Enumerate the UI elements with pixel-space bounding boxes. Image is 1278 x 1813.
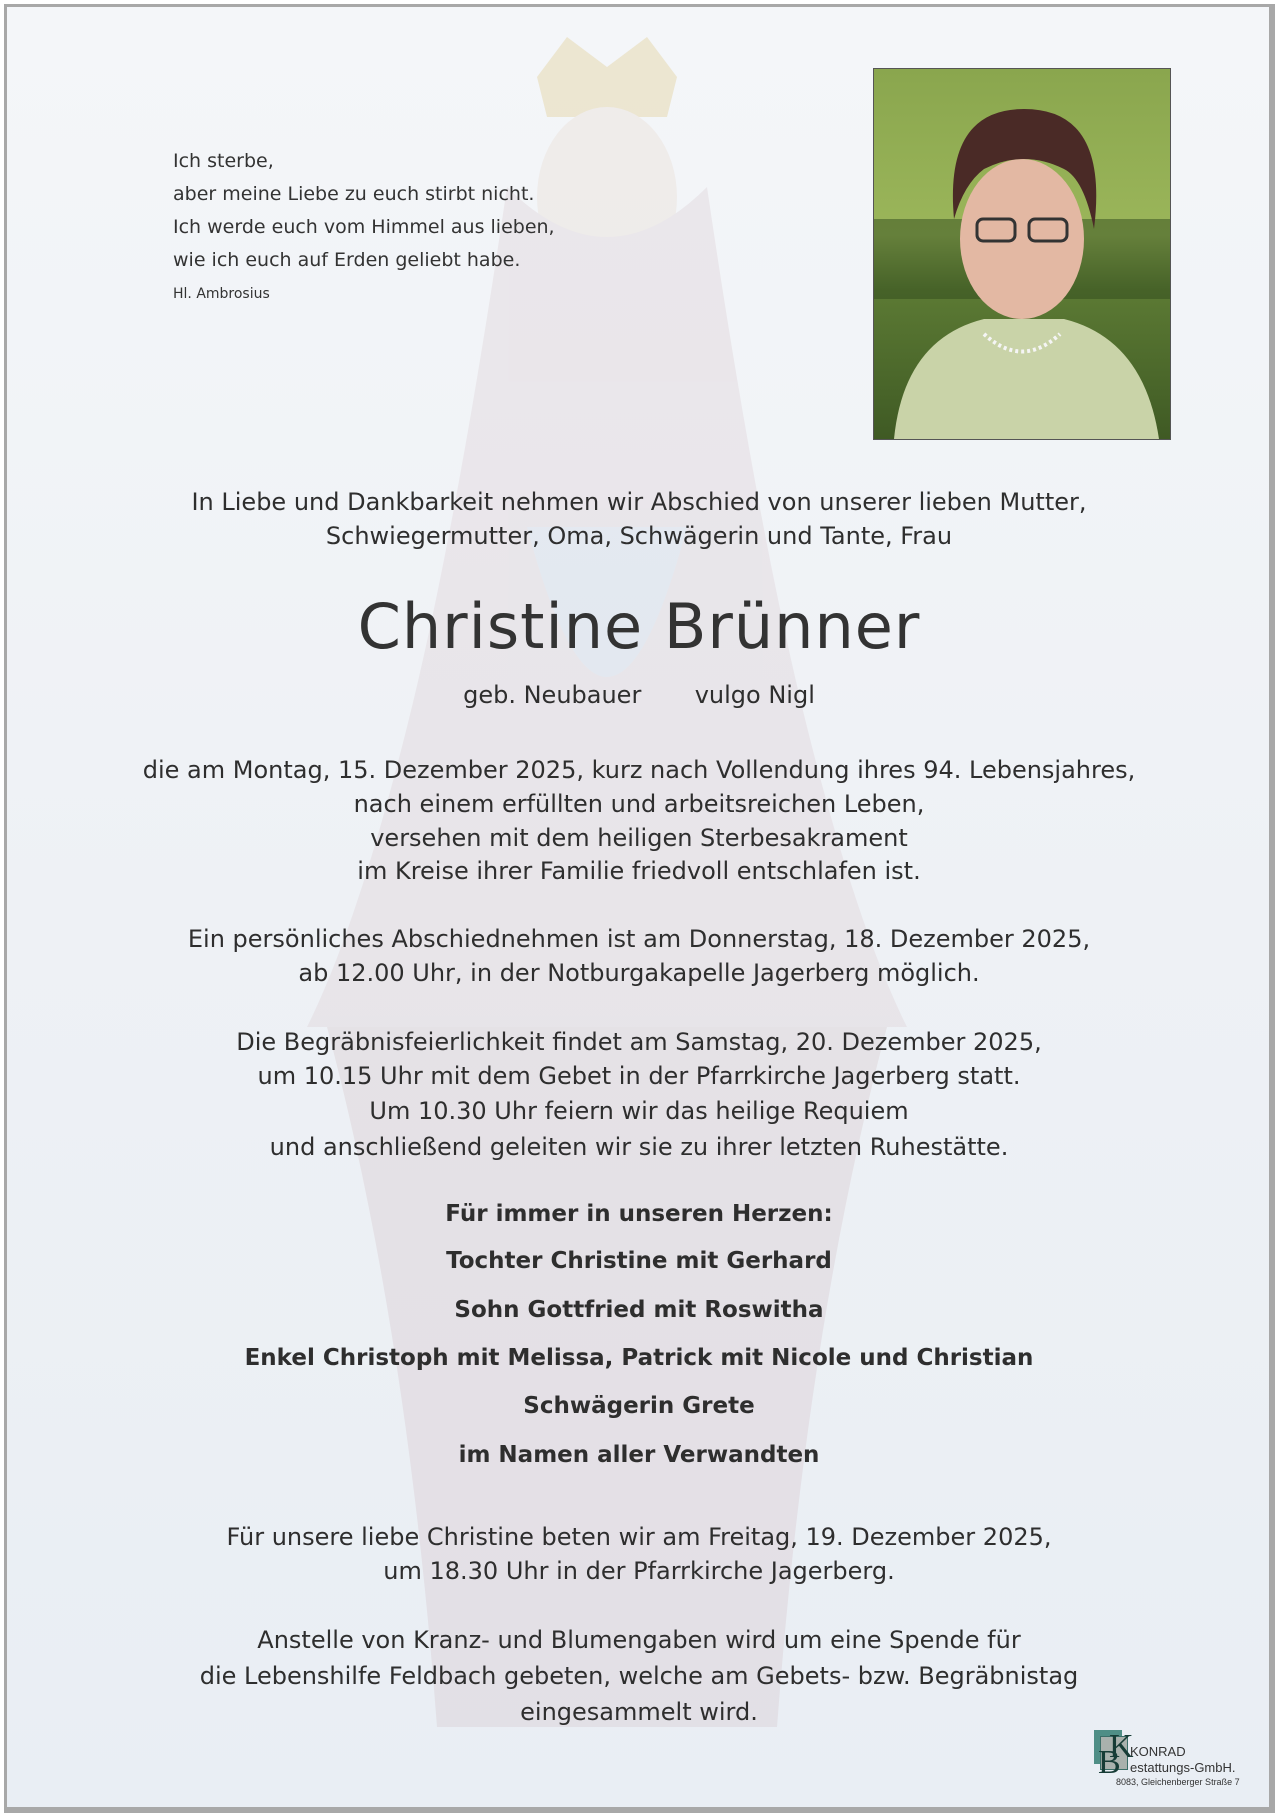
logo-letter-k: K — [1109, 1728, 1134, 1765]
donation-line: eingesammelt wird. — [520, 1698, 758, 1726]
prayer-line: um 18.30 Uhr in der Pfarrkirche Jagerberg. — [383, 1557, 895, 1585]
portrait-photo — [873, 68, 1171, 440]
quote — [173, 145, 555, 277]
mourner: Tochter Christine mit Gerhard — [446, 1248, 832, 1274]
logo-name: KONRAD — [1130, 1744, 1186, 1759]
deceased-name: Christine Brünner — [357, 590, 921, 663]
death-line: die am Montag, 15. Dezember 2025, kurz nach Vollendung ihres 94. Lebensjahres, — [142, 756, 1136, 784]
death-line: versehen mit dem heiligen Sterbesakrament — [370, 824, 908, 852]
funeral-line: Die Begräbnisfeierlichkeit findet am Samstag, 20. Dezember 2025, — [236, 1028, 1042, 1056]
donation-line: die Lebenshilfe Feldbach gebeten, welche am Gebets- bzw. Begräbnistag — [199, 1662, 1079, 1690]
mourner: Enkel Christoph mit Melissa, Patrick mit Nicole und Christian — [244, 1345, 1034, 1371]
funeral-home-logo — [1094, 1728, 1274, 1798]
death-line: nach einem erfüllten und arbeitsreichen Leben, — [353, 790, 925, 818]
maiden-name: geb. Neubauer vulgo Nigl — [463, 681, 815, 709]
logo-address: 8083, Gleichenberger Straße 7 — [1116, 1777, 1240, 1787]
logo-company: estattungs-GmbH. — [1130, 1760, 1236, 1775]
intro-line: Schwiegermutter, Oma, Schwägerin und Tante, Frau — [325, 522, 953, 550]
intro-line: In Liebe und Dankbarkeit nehmen wir Abschied von unserer lieben Mutter, — [191, 488, 1087, 516]
logo-letter-b: B — [1098, 1744, 1121, 1781]
quote-attribution: Hl. Ambrosius — [173, 286, 270, 302]
quote-line: wie ich euch auf Erden geliebt habe. — [173, 249, 521, 271]
farewell-line: ab 12.00 Uhr, in der Notburgakapelle Jagerberg möglich. — [298, 959, 980, 987]
mourner: im Namen aller Verwandten — [458, 1442, 820, 1468]
quote-line: Ich sterbe, — [173, 150, 274, 172]
mourner: Sohn Gottfried mit Roswitha — [454, 1297, 824, 1323]
prayer-line: Für unsere liebe Christine beten wir am Freitag, 19. Dezember 2025, — [226, 1523, 1052, 1551]
mourners-heading: Für immer in unseren Herzen: — [445, 1201, 833, 1227]
death-line: im Kreise ihrer Familie friedvoll entschlafen ist. — [357, 857, 921, 885]
donation-line: Anstelle von Kranz- und Blumengaben wird um eine Spende für — [257, 1626, 1021, 1654]
funeral-line: Um 10.30 Uhr feiern wir das heilige Requiem — [369, 1097, 909, 1125]
mourner: Schwägerin Grete — [523, 1393, 755, 1419]
quote-line: aber meine Liebe zu euch stirbt nicht. — [173, 183, 535, 205]
funeral-line: und anschließend geleiten wir sie zu ihrer letzten Ruhestätte. — [269, 1133, 1009, 1161]
quote-line: Ich werde euch vom Himmel aus lieben, — [173, 216, 555, 238]
funeral-line: um 10.15 Uhr mit dem Gebet in der Pfarrkirche Jagerberg statt. — [257, 1062, 1021, 1090]
farewell-line: Ein persönliches Abschiednehmen ist am Donnerstag, 18. Dezember 2025, — [187, 925, 1091, 953]
